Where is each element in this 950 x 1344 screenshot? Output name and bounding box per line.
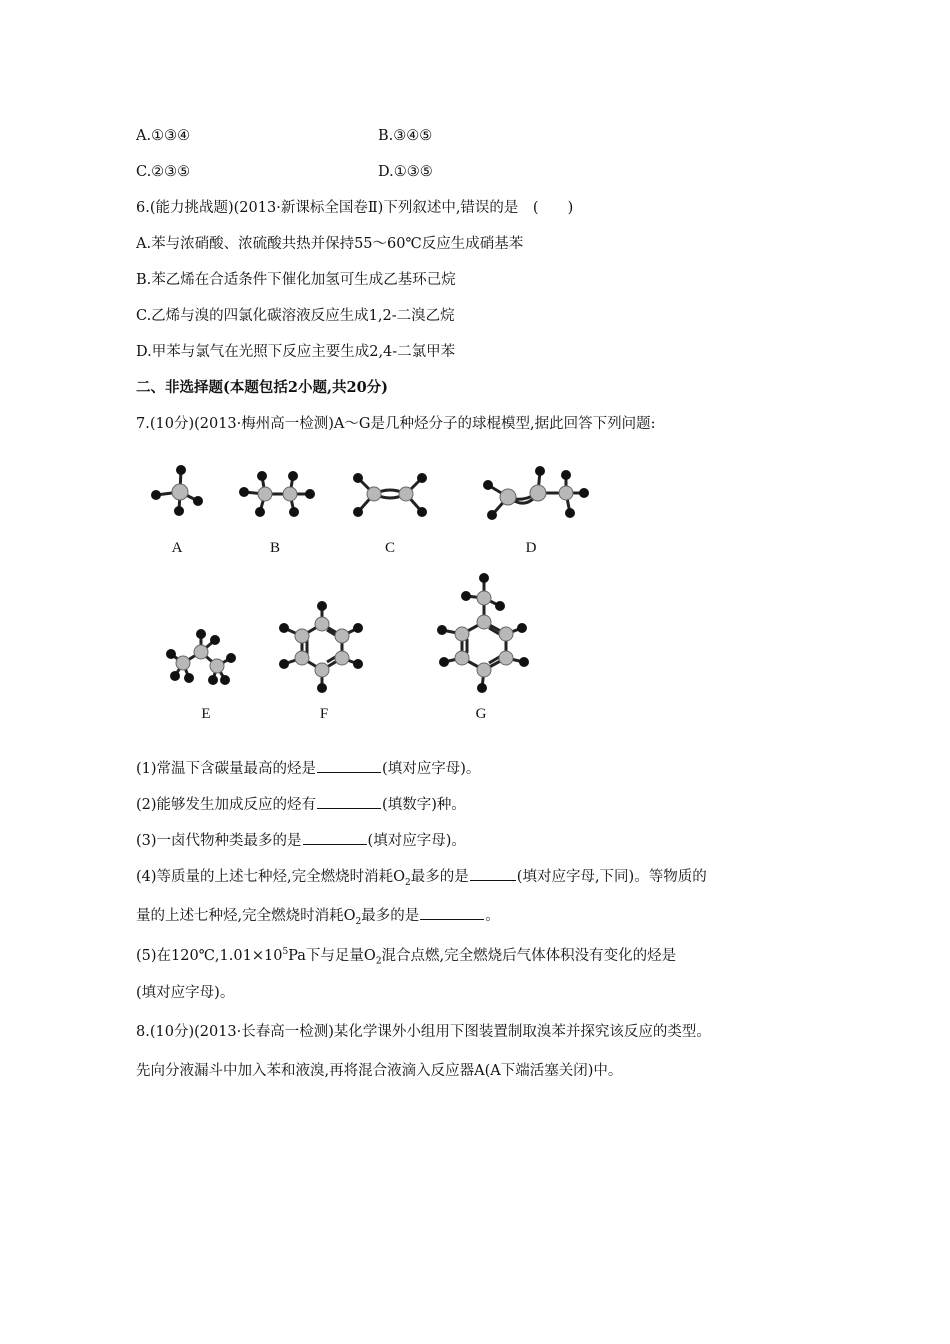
question-7-part-1 [136,758,480,779]
question-7-part-5 [136,942,676,972]
subscript-2b: 2 [355,916,362,927]
model-label-b: B [269,540,280,556]
subscript-2c: 2 [375,956,382,967]
answer-blank-3[interactable] [303,830,367,845]
molecule-model-b [238,470,318,520]
molecule-model-c [350,470,430,520]
part-4-text-f: 。 [485,908,500,924]
part-2-hint: (填数字)种。 [382,797,466,813]
section-heading: 二、非选择题(本题包括2小题,共20分) [136,379,389,396]
answer-blank-4b[interactable] [420,905,484,920]
part-4-text: (4)等质量的上述七种烃,完全燃烧时消耗O [136,869,406,885]
model-label-a: A [171,540,183,556]
part-4-text-d: 量的上述七种烃,完全燃烧时消耗O [136,908,356,924]
question-7-part-5-cont: (填对应字母)。 [136,985,235,1001]
part-3-hint: (填对应字母)。 [367,833,466,849]
option-a: A.①③④ [136,128,191,144]
question-7-part-3 [136,830,466,851]
part-5-text: (5)在120℃,1.01×10 [136,947,283,964]
answer-blank-2[interactable] [317,794,381,809]
question-6-option-b: B.苯乙烯在合适条件下催化加氢可生成乙基环己烷 [136,272,456,288]
molecule-model-d [480,463,595,528]
question-7-part-4-cont [136,905,500,932]
part-3-text: (3)一卤代物种类最多的是 [136,833,302,849]
option-c: C.②③⑤ [136,164,191,180]
question-7-part-2 [136,794,466,815]
molecule-model-e [165,628,245,688]
subscript-2: 2 [405,877,411,888]
option-b: B.③④⑤ [378,128,433,144]
part-4-text-e: 最多的是 [361,908,420,924]
option-d: D.①③⑤ [378,164,433,180]
question-6-option-a: A.苯与浓硝酸、浓硫酸共热并保持55～60℃反应生成硝基苯 [136,236,524,252]
model-label-d: D [525,540,537,556]
model-label-f: F [319,706,329,722]
molecule-model-a [148,465,208,520]
superscript-5: 5 [282,947,289,957]
model-label-e: E [201,706,211,722]
answer-blank-1[interactable] [317,758,381,773]
molecule-model-f [272,600,372,695]
part-4-text-b: 最多的是 [410,869,469,885]
question-8-line-2: 先向分液漏斗中加入苯和液溴,再将混合液滴入反应器A(A下端活塞关闭)中。 [136,1063,623,1079]
part-4-text-c: (填对应字母,下同)。等物质的 [516,869,707,885]
model-label-g: G [475,706,487,722]
part-1-text: (1)常温下含碳量最高的烃是 [136,761,317,777]
question-7-part-4 [136,866,707,893]
model-label-c: C [384,540,395,556]
part-5-text-c: 混合点燃,完全燃烧后气体体积没有变化的烃是 [381,947,677,964]
question-6-option-d: D.甲苯与氯气在光照下反应主要生成2,4-二氯甲苯 [136,344,456,360]
question-6-option-c: C.乙烯与溴的四氯化碳溶液反应生成1,2-二溴乙烷 [136,308,455,324]
answer-blank-4a[interactable] [470,866,516,881]
question-7-stem: 7.(10分)(2013·梅州高一检测)A～G是几种烃分子的球棍模型,据此回答下列问题: [136,416,656,432]
part-1-hint: (填对应字母)。 [382,761,481,777]
question-6-stem: 6.(能力挑战题)(2013·新课标全国卷Ⅱ)下列叙述中,错误的是 ( ) [136,200,574,216]
part-2-text: (2)能够发生加成反应的烃有 [136,797,317,813]
question-8-line-1: 8.(10分)(2013·长春高一检测)某化学课外小组用下图装置制取溴苯并探究该反应的类型。 [136,1024,711,1040]
part-5-text-b: Pa下与足量O [288,947,376,964]
molecule-model-g [432,572,537,697]
